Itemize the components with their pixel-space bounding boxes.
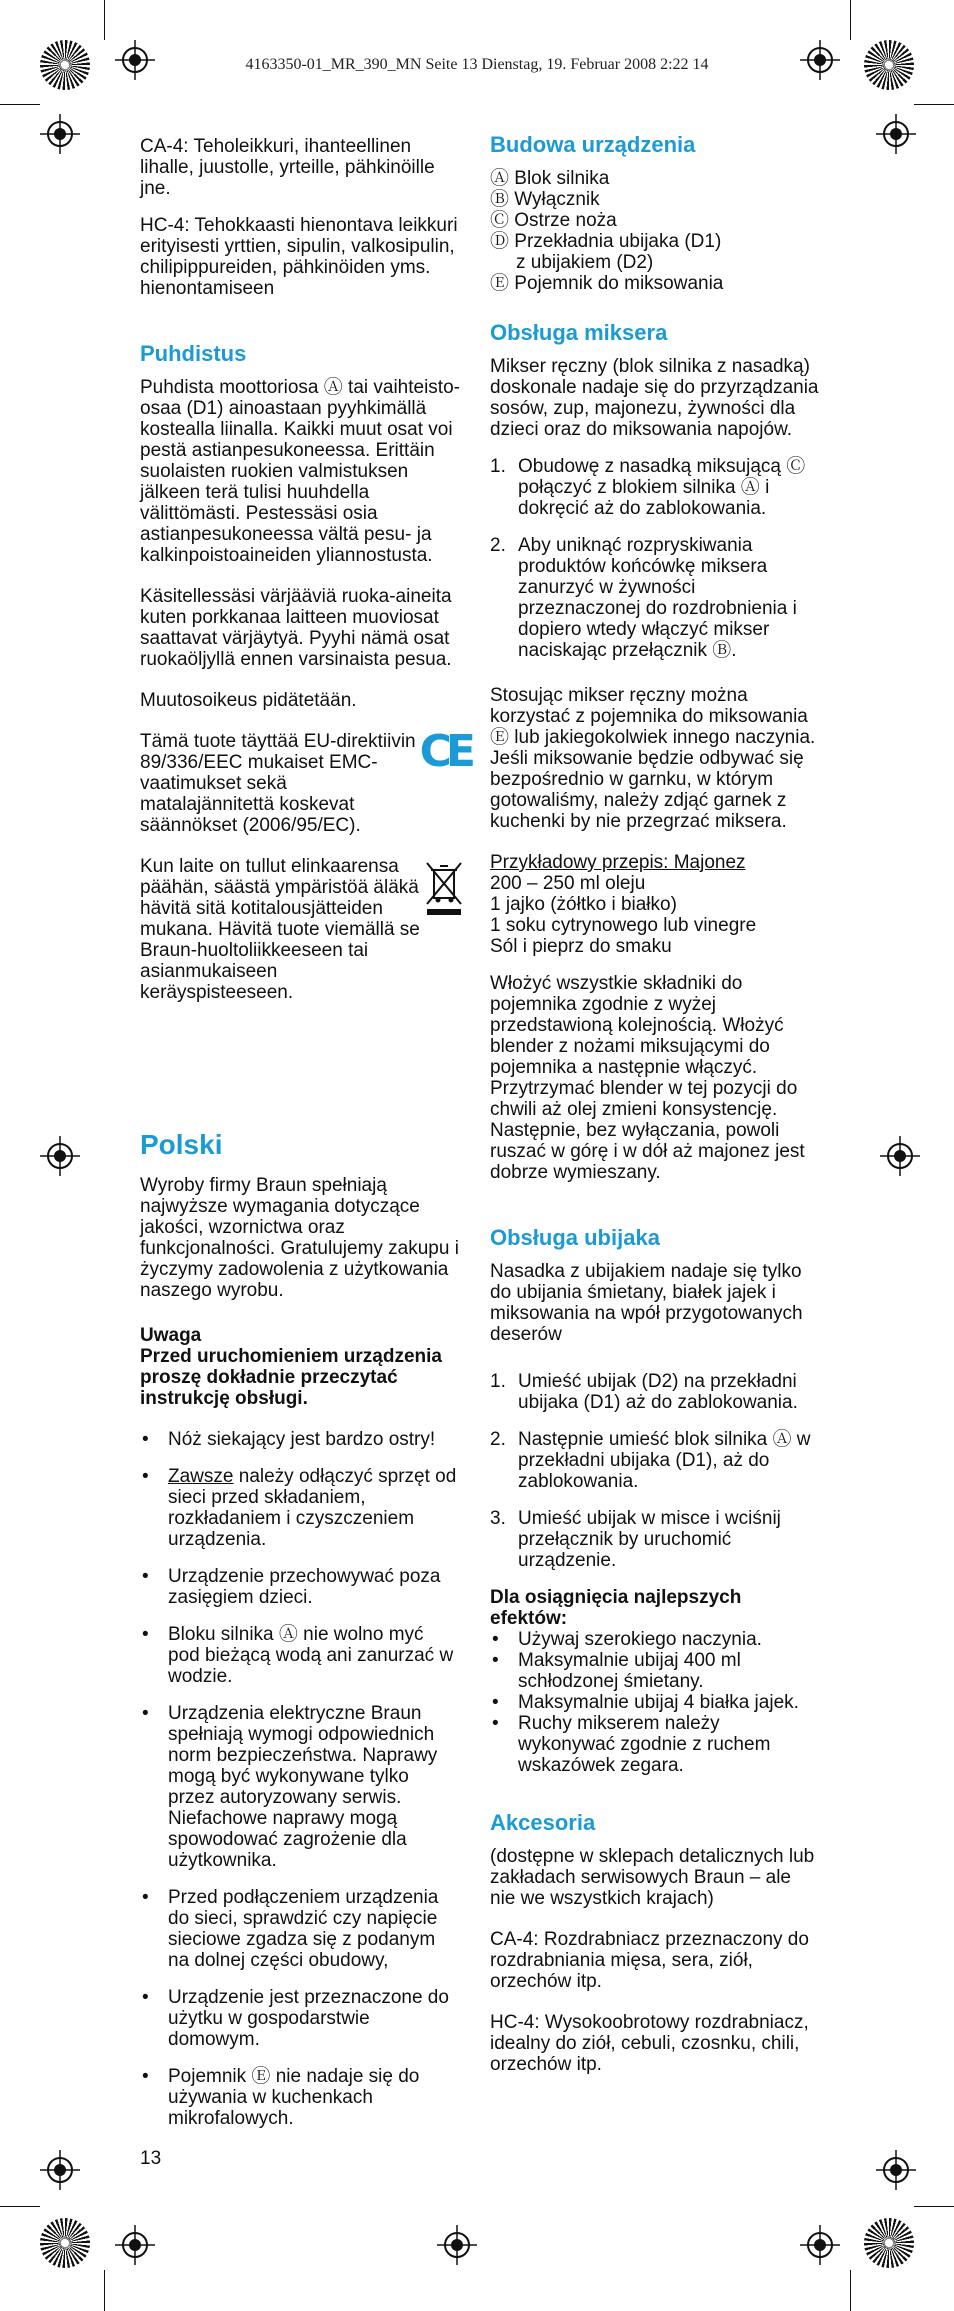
paragraph: Käsitellessäsi värjääviä ruoka-aineita kuten porkkanaa laitteen muoviosat saattavat värjäytyä. Pyyhi nämä osat ruokaöljyllä ennen varsinaista pesua. (140, 586, 452, 670)
recipe-line: 1 jajko (żółtko i białko) (490, 894, 677, 915)
ce-mark-icon: CE (419, 726, 470, 777)
paragraph: Włożyć wszystkie składniki do pojemnika zgodnie z wyżej przedstawioną kolejnością. Włożyć blender z nożami miksującymi do pojemnika a następnie włączyć. Przytrzymać blender w tej pozycji do chwili aż olej zmieni konsystencję. Następnie, bez wyłączania, powoli ruszać w górę i w dół aż majonez jest dobrze wymieszany. (490, 973, 805, 1183)
list-item: • Urządzenia elektryczne Braun spełniają wymogi odpowiednich norm bezpieczeństwa. Naprawy mogą być wykonywane tylko przez autoryzowany serwis. Niefachowe naprawy mogą spowodować zagrożenie dla użytkownika. (140, 1703, 460, 1871)
list-item: • Bloku silnika Ⓐ nie wolno myć pod bieżącą wodą ani zanurzać w wodzie. (140, 1624, 460, 1687)
list-item: • Maksymalnie ubijaj 400 ml schłodzonej śmietany. (490, 1650, 820, 1692)
list-item: 1. Obudowę z nasadką miksującą Ⓒ połączyć z blokiem silnika Ⓐ i dokręcić aż do zablokowania. (490, 456, 806, 519)
registration-mark-left-top (40, 114, 80, 154)
section-heading-akcesoria: Akcesoria (490, 1810, 596, 1835)
paragraph: Mikser ręczny (blok silnika z nasadką) doskonale nadaje się do przyrządzania sosów, zup, majonezu, żywności dla dzieci oraz do miksowania napojów. (490, 356, 819, 440)
trim-line (850, 0, 851, 40)
paragraph: HC-4: Wysokoobrotowy rozdrabniacz, idealny do ziół, cebuli, czosnku, chili, orzechów itp. (490, 2012, 809, 2075)
recipe (490, 852, 820, 957)
paragraph: HC-4: Tehokkaasti hienontava leikkuri erityisesti yrttien, sipulin, valkosipulin, chilipippureiden, pähkinöiden yms. hienontamiseen (140, 215, 458, 299)
section-heading-obsluga-miksera: Obsługa miksera (490, 320, 668, 345)
registration-mark-right-top (876, 114, 916, 154)
list-item: • Maksymalnie ubijaj 4 białka jajek. (490, 1692, 820, 1713)
list-item: 1. Umieść ubijak (D2) na przekładni ubijaka (D1) aż do zablokowania. (490, 1371, 798, 1413)
list-item: • Używaj szerokiego naczynia. (490, 1629, 820, 1650)
registration-mark-bottom-center (437, 2225, 477, 2265)
mixer-steps (490, 456, 820, 661)
recipe-line: 200 – 250 ml oleju (490, 873, 646, 894)
list-item: • Urządzenie przechowywać poza zasięgiem dzieci. (140, 1566, 460, 1608)
trim-line (104, 2270, 105, 2311)
tips-list (490, 1629, 820, 1776)
trim-line (914, 2206, 954, 2207)
paragraph: CA-4: Teholeikkuri, ihanteellinen lihalle, juustolle, yrteille, pähkinöille jne. (140, 136, 435, 199)
part-item: Ⓑ Wyłącznik (490, 189, 600, 210)
registration-mark-right-middle (880, 1136, 920, 1176)
paragraph: CA-4: Rozdrabniacz przeznaczony do rozdrabniania mięsa, sera, ziół, orzechów itp. (490, 1929, 809, 1992)
registration-mark-right-bottom (876, 2150, 916, 2190)
tips-title: Dla osiągnięcia najlepszych efektów: (490, 1587, 742, 1629)
registration-mark-bottom-left (115, 2225, 155, 2265)
right-column (490, 132, 820, 2091)
recipe-line: Sól i pieprz do smaku (490, 936, 672, 957)
trim-line (850, 2270, 851, 2311)
list-item: 2. Aby uniknąć rozpryskiwania produktów końcówkę miksera zanurzyć w żywności przeznaczonej do rozdrobnienia i dopiero wtedy włączyć mikser naciskając przełącznik Ⓑ. (490, 535, 797, 661)
crossed-bin-icon (424, 860, 464, 916)
list-item: • Ruchy mikserem należy wykonywać zgodnie z ruchem wskazówek zegara. (490, 1713, 820, 1776)
paragraph: Nasadka z ubijakiem nadaje się tylko do ubijania śmietany, białek jajek i miksowania na wpół przygotowanych deserów (490, 1261, 803, 1345)
list-item: • Przed podłączeniem urządzenia do sieci, sprawdzić czy napięcie sieciowe zgadza się z podanym na dolnej części obudowy, (140, 1887, 460, 1971)
trim-line (914, 104, 954, 105)
list-item: • Urządzenie jest przeznaczone do użytku w gospodarstwie domowym. (140, 1987, 460, 2050)
page-number: 13 (140, 2148, 162, 2169)
warning-title: Uwaga (140, 1325, 202, 1346)
section-heading-budowa: Budowa urządzenia (490, 132, 696, 157)
section-heading-puhdistus: Puhdistus (140, 341, 247, 366)
part-item: Ⓒ Ostrze noża (490, 210, 617, 231)
color-wheel-bottom-left (40, 2218, 90, 2268)
left-column (140, 136, 470, 2145)
print-header: 4163350-01_MR_390_MN Seite 13 Dienstag, 19. Februar 2008 2:22 14 (245, 56, 709, 73)
part-item: Ⓐ Blok silnika (490, 168, 610, 189)
paragraph: (dostępne w sklepach detalicznych lub zakładach serwisowych Braun – ale nie we wszystkich krajach) (490, 1846, 815, 1909)
paragraph: Tämä tuote täyttää EU-direktiivin 89/336/EEC mukaiset EMC-vaatimukset sekä matalajännitettä koskevat säännökset (2006/95/EC). (140, 731, 416, 836)
trim-line (0, 104, 40, 105)
list-item: • Nóż siekający jest bardzo ostry! (140, 1429, 460, 1450)
registration-mark-bottom-right (800, 2225, 840, 2265)
ce-block (140, 726, 470, 836)
section-heading-ubijak: Obsługa ubijaka (490, 1225, 660, 1250)
recipe-title: Przykładowy przepis: Majonez (490, 852, 746, 873)
paragraph: Stosując mikser ręczny można korzystać z pojemnika do miksowania Ⓔ lub jakiegokolwiek innego naczynia. Jeśli miksowanie będzie odbywać się bezpośrednio w garnku, w którym gotowaliśmy, należy zdjąć garnek z kuchenki by nie przegrzać miksera. (490, 685, 816, 832)
part-item: Ⓓ Przekładnia ubijaka (D1) (490, 231, 722, 252)
warning-text: Przed uruchomieniem urządzenia proszę dokładnie przeczytać instrukcję obsługi. (140, 1346, 442, 1409)
whisk-steps (490, 1371, 820, 1571)
recipe-line: 1 soku cytrynowego lub vinegre (490, 915, 757, 936)
part-item: z ubijakiem (D2) (516, 252, 654, 273)
paragraph: Kun laite on tullut elinkaarensa päähän, säästä ympäristöä äläkä hävitä sitä kotitalousjätteiden mukana. Hävitä tuote viemällä se Braun-huoltoliikkeeseen tai asianmukaiseen keräyspisteeseen. (140, 856, 420, 1003)
weee-block (140, 856, 460, 1003)
parts-list (490, 168, 820, 294)
list-item: • Pojemnik Ⓔ nie nadaje się do używania w kuchenkach mikrofalowych. (140, 2066, 460, 2129)
list-item: 2. Następnie umieść blok silnika Ⓐ w przekładni ubijaka (D1), aż do zablokowania. (490, 1429, 811, 1492)
safety-list (140, 1429, 460, 2129)
section-heading-polski: Polski (140, 1129, 223, 1160)
registration-mark-left-bottom (40, 2150, 80, 2190)
paragraph: Puhdista moottoriosa Ⓐ tai vaihteisto-osaa (D1) ainoastaan pyyhkimällä kostealla liinalla. Kaikki muut osat voi pestä astianpesukoneessa. Erittäin suolaisten ruokien valmistuksen jälkeen terä tulisi huuhdella välittömästi. Pestessäsi osia astianpesukoneessa vältä pesu- ja kalkinpoistoaineiden yliannostusta. (140, 377, 460, 566)
list-item: • Zawsze należy odłączyć sprzęt od sieci przed składaniem, rozkładaniem i czyszczeniem urządzenia. (140, 1466, 460, 1550)
trim-line (0, 2206, 40, 2207)
trim-line (104, 0, 105, 40)
color-wheel-bottom-right (864, 2218, 914, 2268)
paragraph: Wyroby firmy Braun spełniają najwyższe wymagania dotyczące jakości, wzornictwa oraz funkcjonalności. Gratulujemy zakupu i życzymy zadowolenia z użytkowania naszego wyrobu. (140, 1175, 459, 1301)
paragraph: Muutosoikeus pidätetään. (140, 690, 357, 711)
list-item: 3. Umieść ubijak w misce i wciśnij przełącznik by uruchomić urządzenie. (490, 1508, 781, 1571)
part-item: Ⓔ Pojemnik do miksowania (490, 273, 724, 294)
registration-mark-left-middle (40, 1136, 80, 1176)
